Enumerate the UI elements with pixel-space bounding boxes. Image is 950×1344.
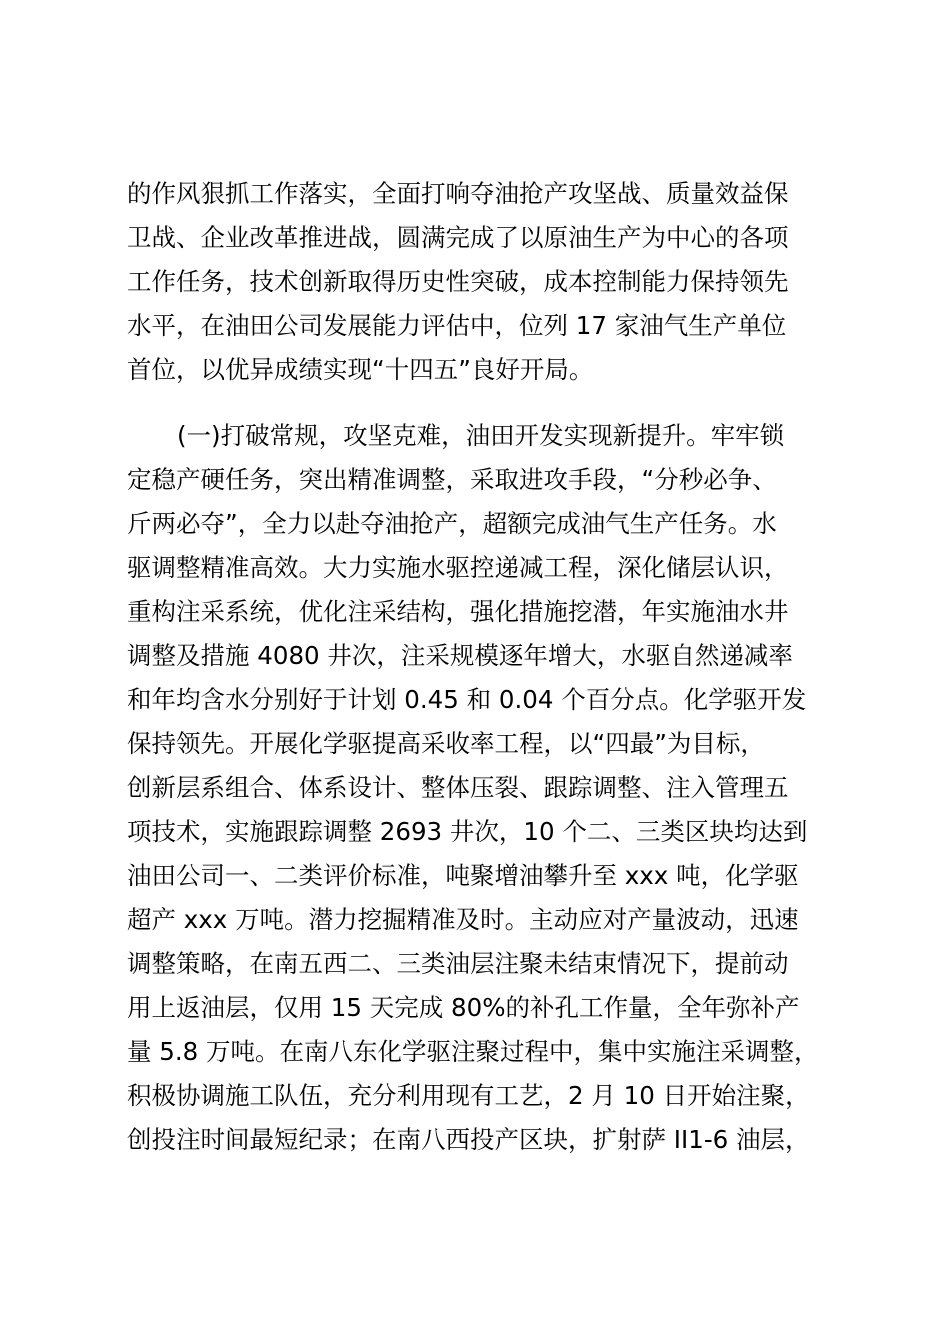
text-line: 用上返油层，仅用 15 天完成 80%的补孔工作量，全年弥补产: [127, 993, 800, 1022]
text-line: 重构注采系统，优化注采结构，强化措施挖潜，年实施油水井: [127, 597, 789, 626]
text-line: 定稳产硬任务，突出精准调整，采取进攻手段，“分秒必争、: [127, 465, 777, 494]
paragraph-2: [127, 414, 837, 1162]
text-line: 量 5.8 万吨。在南八东化学驱注聚过程中，集中实施注采调整，: [127, 1037, 819, 1066]
text-line: 油田公司一、二类评价标准，吨聚增油攀升至 xxx 吨，化学驱: [127, 861, 799, 890]
text-line: 斤两必夺”，全力以赴夺油抢产，超额完成油气生产任务。水: [127, 509, 777, 538]
text-line: 首位，以优异成绩实现“十四五”良好开局。: [127, 355, 594, 384]
text-line: 积极协调施工队伍，充分利用现有工艺，2 月 10 日开始注聚，: [127, 1081, 810, 1110]
text-line: 驱调整精准高效。大力实施水驱控递减工程，深化储层认识，: [127, 553, 789, 582]
text-line: 调整及措施 4080 井次，注采规模逐年增大，水驱自然递减率: [127, 641, 793, 670]
text-line: 超产 xxx 万吨。潜力挖掘精准及时。主动应对产量波动，迅速: [127, 905, 799, 934]
text-line: 项技术，实施跟踪调整 2693 井次，10 个二、三类区块均达到: [127, 817, 808, 846]
text-line: 保持领先。开展化学驱提高采收率工程，以“四最”为目标，: [127, 729, 765, 758]
text-line: 和年均含水分别好于计划 0.45 和 0.04 个百分点。化学驱开发: [127, 685, 807, 714]
text-line: 水平，在油田公司发展能力评估中，位列 17 家油气生产单位: [127, 311, 787, 340]
text-line: 创新层系组合、体系设计、整体压裂、跟踪调整、注入管理五: [127, 773, 789, 802]
text-line: 的作风狠抓工作落实，全面打响夺油抢产攻坚战、质量效益保: [127, 179, 789, 208]
text-line: 卫战、企业改革推进战，圆满完成了以原油生产为中心的各项: [127, 223, 789, 252]
paragraph-1: [127, 172, 837, 392]
text-line: 创投注时间最短纪录；在南八西投产区块，扩射萨 II1-6 油层，: [127, 1125, 810, 1154]
text-line: 工作任务，技术创新取得历史性突破，成本控制能力保持领先: [127, 267, 789, 296]
text-line: 调整策略，在南五西二、三类油层注聚未结束情况下，提前动: [127, 949, 789, 978]
text-line: (一)打破常规，攻坚克难，油田开发实现新提升。牢牢锁: [177, 421, 785, 450]
